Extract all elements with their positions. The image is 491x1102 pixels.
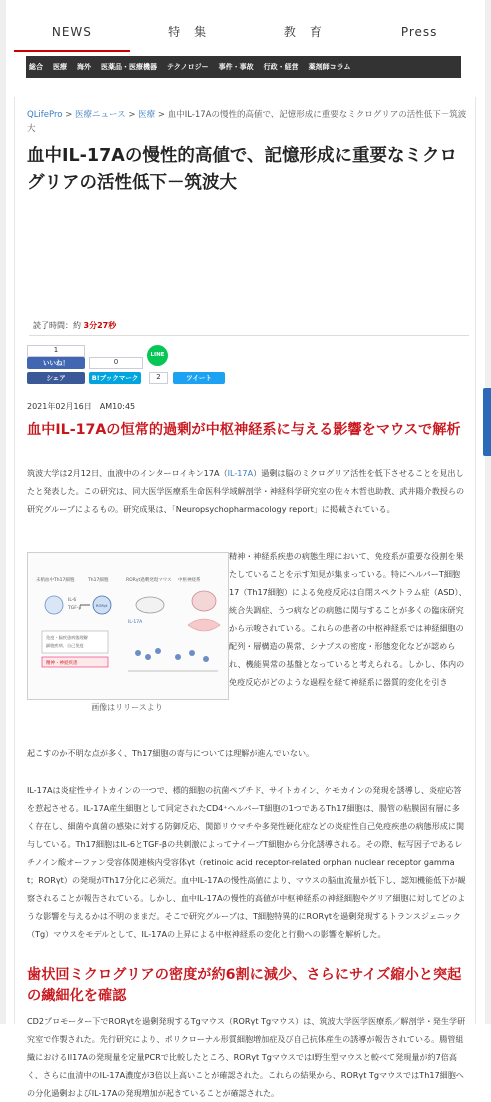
divider	[29, 335, 469, 336]
paragraph-2-continued: 起こすのか不明な点が多く、Th17細胞の寄与については理解が進んでいない。	[27, 748, 315, 758]
breadcrumb-medical[interactable]: 医療	[138, 110, 156, 120]
page-title: 血中IL-17Aの慢性的高値で、記憶形成に重要なミクログリアの活性低下－筑波大	[27, 146, 457, 193]
mini-count: 2	[149, 372, 168, 384]
article-figure	[27, 552, 229, 700]
fig-label-rorgt: RORγt	[96, 604, 108, 608]
side-feedback-tab[interactable]	[483, 388, 491, 456]
tab-education[interactable]: 教 育	[283, 25, 323, 39]
like-count: 1	[27, 345, 85, 357]
facebook-share-button[interactable]: シェア	[27, 372, 85, 384]
category-pharmacist-column[interactable]: 薬剤師コラム	[308, 63, 351, 71]
breadcrumb-qlifepro[interactable]: QLifePro	[27, 110, 63, 120]
breadcrumb: QLifePro > 医療ニュース > 医療 > 血中IL-17Aの慢性的高値で、記憶形成に重要なミクログリアの活性低下－筑波大	[27, 110, 467, 134]
fig-label-il17a: IL-17A	[128, 620, 143, 625]
fig-label-tgfb: TGF-β	[68, 606, 82, 611]
fig-label-3: RORγt過剰発現マウス	[126, 578, 172, 583]
category-overseas[interactable]: 海外	[77, 63, 91, 71]
paragraph-4: CD2プロモーター下でRORγtを過剰発現するTgマウス（RORγt Tgマウス）は、筑波大学医学医療系／解剖学・発生学研究室で作製された。先行研究により、ポリクローナル形質細胞増加症及び自己抗体産生の誘導が報告されている。腸管組織におけるIl17Aの発現量を定量PCRで比較したところ、RORγt TgマウスではI野生型マウスと較べて発現量が約7倍高く、さらに血清中のIL-17A濃度が3倍以上高いことが確認された。これらの結果から、RORγt TgマウスではTh17細胞への分化過剰およびIL-17Aの発現増加が起きていることが確認された。	[27, 1016, 466, 1098]
category-bar	[26, 56, 461, 78]
breadcrumb-current: 血中IL-17Aの慢性的高値で、記憶形成に重要なミクログリアの活性低下－筑波大	[27, 110, 467, 134]
tweet-button[interactable]: ツイート	[173, 372, 225, 384]
hatena-bookmark-button[interactable]: B!ブックマーク	[89, 372, 141, 384]
fig-label-2: Th17細胞	[88, 578, 109, 583]
fig-red-label: 精神・神経疾患	[46, 661, 78, 666]
breadcrumb-medical-news[interactable]: 医療ニュース	[75, 110, 126, 120]
section-heading-1: 血中IL-17Aの恒常的過剰が中枢神経系に与える影響をマウスで解析	[27, 422, 461, 438]
line-icon[interactable]: LINE	[147, 345, 168, 366]
il17a-link[interactable]: IL-17A	[227, 468, 254, 478]
tab-features[interactable]: 特 集	[168, 25, 208, 39]
fig-label-il6: IL-6	[68, 598, 77, 603]
fig-box-text-1: 免疫・脳疾患病態理解	[46, 635, 88, 640]
category-technology[interactable]: テクノロジー	[167, 63, 209, 71]
category-general[interactable]: 総合	[29, 63, 43, 71]
paragraph-2-side: 精神・神経系疾患の病態生理において、免疫系が重要な役割を果たしていることを示す知見が集まっている。特にヘルパーT細胞17（Th17細胞）による免疫反応は自閉スペクトラム症（ASD）、統合失調症、うつ病などの病態に関与することが多くの臨床研究から示唆されている。これらの患者の中枢神経系では神経細胞の配列・層構造の異常、シナプスの密度・形態変化などが認められ、機能異常の基盤となっていると考えられる。しかし、体内の免疫反応がどのような過程を経て神経系に器質的変化を引き	[229, 551, 467, 687]
fig-box-text-2: 細胞疾病、自己免疫	[46, 643, 84, 648]
left-gutter	[0, 0, 6, 1024]
paragraph-3: IL-17Aは炎症性サイトカインの一つで、標的細胞の抗菌ペプチド、サイトカイン、ケモカインの発現を誘導し、炎症応答を惹起させる。IL-17A産生細胞として同定されたCD4⁺ヘルパーT細胞の1つであるTh17細胞は、腸管の粘膜固有層に多く存在し、細菌や真菌の感染に対する防御反応、関節リウマチや多発性硬化症などの炎症性自己免疫疾患の病態形成に関与している。Th17細胞はIL-6とTGF-βの共刺激によってナイーブT細胞から分化誘導される。その際、転写因子であるレチノイン酸オーファン受容体関連核内受容体γt（retinoic acid receptor-related orphan nuclear receptor gamma t；RORγt）の発現がTh17分化に必須だ。血中IL-17Aの慢性高値により、マウスの脳血流量が低下し、認知機能低下が観察されることが報告されている。しかし、血中IL-17Aの慢性的高値が中枢神経系の神経細胞やグリア細胞に対してどのような影響を与えるかは不明のままだ。そこで研究グループは、T細胞特異的にRORγtを過剰発現するトランスジェニック（Tg）マウスをモデルとして、IL-17Aの上昇による中枢神経系の変化と行動への影響を解析した。	[27, 785, 466, 939]
like-button[interactable]: いいね！	[27, 357, 85, 369]
paragraph-1: 筑波大学は2月12日、血液中のインターロイキン17A（IL-17A）過剰は脳のミクログリア活性を低下させることを見出したと発表した。この研究は、同大医学医療系生命医科学域解剖学・神経科学研究室の佐々木哲也助教、武井陽介教授らの研究グループによるもの。研究成果は、「Neuropsychopharmacology report」に掲載されている。	[27, 468, 465, 514]
category-drugs-devices[interactable]: 医薬品・医療機器	[101, 63, 157, 71]
section-heading-2: 歯状回ミクログリアの密度が約6割に減少、さらにサイズ縮小と突起の繊細化を確認	[27, 967, 462, 1004]
fig-label-4: 中枢神経系	[178, 578, 201, 583]
reading-time: 読了時間：約 3分27秒	[33, 321, 117, 330]
category-admin[interactable]: 行政・経営	[263, 63, 299, 71]
top-navigation	[14, 14, 477, 52]
right-gutter	[485, 0, 491, 1024]
tab-news[interactable]: NEWS	[14, 14, 130, 52]
hatena-count: 0	[89, 357, 143, 369]
figure-illustration	[28, 553, 228, 699]
tab-press[interactable]: Press	[400, 25, 438, 39]
publish-date: 2021年02月16日 AM10:45	[27, 402, 136, 411]
article-container	[14, 97, 476, 1098]
figure-caption: 画像はリリースより	[91, 703, 163, 712]
category-medical[interactable]: 医療	[53, 63, 67, 71]
category-incidents[interactable]: 事件・事故	[218, 63, 254, 71]
fig-label-1: 末梢血中Th17細胞	[36, 578, 75, 583]
